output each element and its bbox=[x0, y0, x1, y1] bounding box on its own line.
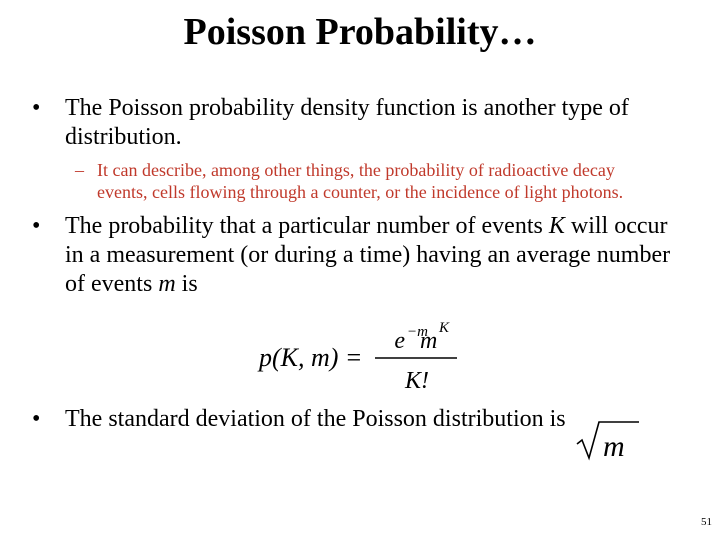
bullet-3-line-1: The standard deviation of the Poisson distribution is bbox=[65, 406, 566, 432]
bullet-1-line-2: distribution. bbox=[65, 124, 182, 150]
sub-bullet-marker: – bbox=[75, 160, 84, 180]
sub-bullet-line-2: events, cells flowing through a counter, or the incidence of light photons. bbox=[97, 182, 624, 202]
formula-numerator-m: m bbox=[420, 328, 438, 354]
bullet-marker: • bbox=[32, 213, 41, 239]
bullet-marker: • bbox=[32, 406, 41, 432]
bullet-2-line-2: in a measurement (or during a time) having an average number bbox=[65, 242, 671, 268]
sqrt-radicand: m bbox=[603, 430, 625, 463]
formula-numerator-exp: −m bbox=[407, 324, 428, 340]
formula-numerator-e: e bbox=[394, 328, 405, 354]
bullet-2-line-1 bbox=[65, 212, 668, 241]
sqrt-formula bbox=[575, 418, 645, 466]
formula-denominator: K! bbox=[405, 368, 429, 394]
bullet-1-line-1: The Poisson probability density function is another type of bbox=[65, 95, 629, 121]
variable-k: K bbox=[548, 213, 565, 239]
bullet-2-line-3 bbox=[65, 270, 198, 299]
sub-bullet-line-1: It can describe, among other things, the probability of radioactive decay bbox=[97, 160, 615, 180]
formula-numerator-k: K bbox=[439, 320, 450, 336]
bullet-2-text-c: of events bbox=[65, 271, 159, 297]
page-number: 51 bbox=[701, 516, 712, 528]
variable-m: m bbox=[158, 271, 176, 297]
formula-lhs: p(K, m) = bbox=[259, 343, 363, 372]
bullet-2-text-d: is bbox=[175, 271, 198, 297]
bullet-2-text-b: will occur bbox=[564, 213, 668, 239]
bullet-marker: • bbox=[32, 95, 41, 121]
poisson-formula bbox=[255, 318, 475, 398]
slide-title: Poisson Probability… bbox=[183, 11, 537, 53]
bullet-2-text-a: The probability that a particular number of events bbox=[65, 213, 549, 239]
